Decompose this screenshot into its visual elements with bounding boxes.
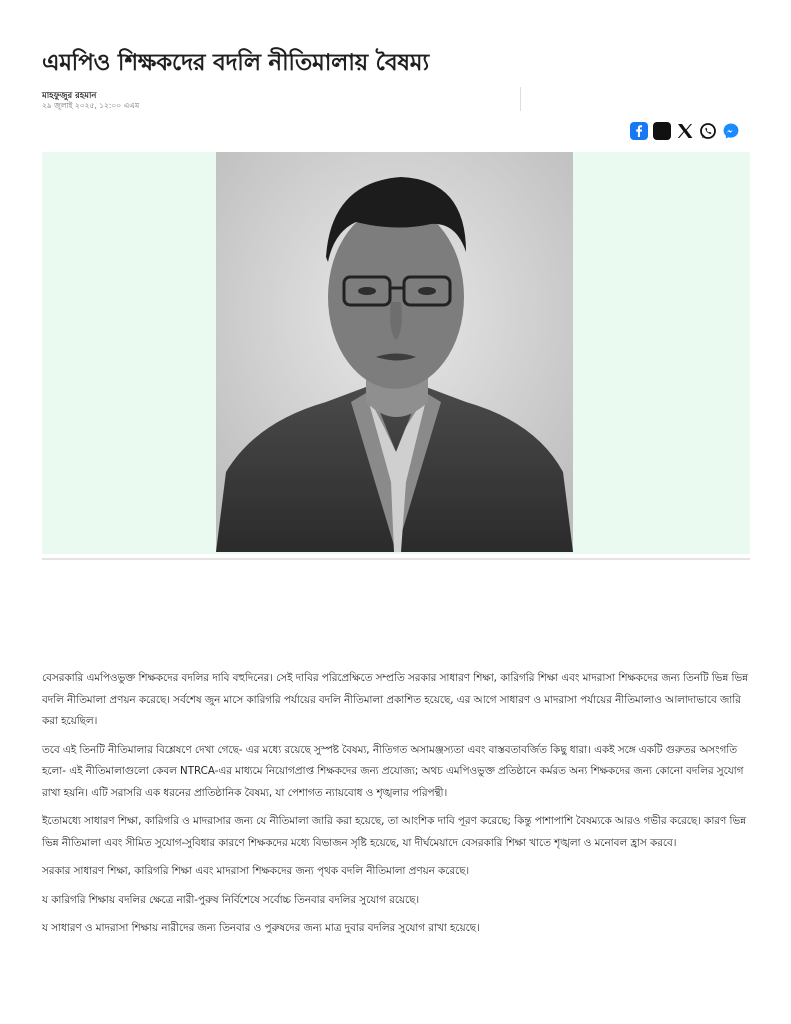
paragraph: বেসরকারি এমপিওভুক্ত শিক্ষকদের বদলির দাবি বহুদিনের। সেই দাবির পরিপ্রেক্ষিতে সম্প্রতি সরকার সাধারণ শিক্ষা, কারিগরি শিক্ষা এবং মাদরাসা শিক্ষকদের জন্য তিনটি ভিন্ন ভিন্ন বদলি নীতিমালা প্রণয়ন করেছে। সর্বশেষ জুন মাসে কারিগরি পর্যায়ের বদলি নীতিমালা প্রকাশিত হয়েছে, এর আগে সাধারণ ও মাদরাসা পর্যায়ের নীতিমালাও আলাদাভাবে জারি করা হয়েছিল। (42, 672, 748, 727)
x-icon[interactable] (676, 122, 694, 140)
publish-date: ২৯ জুলাই ২০২৫, ১২:০০ এএম (42, 101, 140, 110)
paragraph: সরকার সাধারণ শিক্ষা, কারিগরি শিক্ষা এবং মাদরাসা শিক্ষকদের জন্য পৃথক বদলি নীতিমালা প্রণয়ন করেছে। (42, 865, 470, 877)
share-bar (630, 122, 740, 140)
author-photo (216, 152, 573, 552)
author-name[interactable]: মাহফুজুর রহমান (42, 91, 97, 101)
paragraph: ইতোমধ্যে সাধারণ শিক্ষা, কারিগরি ও মাদরাসার জন্য যে নীতিমালা জারি করা হয়েছে, তা আংশিক দাবি পূরণ করেছে; কিন্তু পাশাপাশি বৈষম্যকে আরও গভীর করেছে। কারণ ভিন্ন ভিন্ন নীতিমালা এবং সীমিত সুযোগ-সুবিধার কারণে শিক্ষকদের মধ্যে বিভাজন সৃষ্টি হয়েছে, যা দীর্ঘমেয়াদে বেসরকারি শিক্ষা খাতে শৃঙ্খলা ও মনোবল হ্রাস করবে। (42, 815, 746, 849)
article-title: এমপিও শিক্ষকদের বদলি নীতিমালায় বৈষম্য (42, 50, 429, 76)
share-icon[interactable] (653, 122, 671, 140)
image-divider (42, 558, 750, 560)
lead-image-container (42, 152, 750, 554)
paragraph: তবে এই তিনটি নীতিমালার বিশ্লেষণে দেখা গেছে- এর মধ্যে রয়েছে সুস্পষ্ট বৈষম্য, নীতিগত অসামঞ্জস্যতা এবং বাস্তবতাবর্জিত কিছু ধারা। একই সঙ্গে একটি গুরুতর অসংগতি হলো- এই নীতিমালাগুলো কেবল NTRCA-এর মাধ্যমে নিয়োগপ্রাপ্ত শিক্ষকদের জন্য প্রযোজ্য; অথচ এমপিওভুক্ত প্রতিষ্ঠানে কর্মরত অন্য শিক্ষকদের জন্য কোনো বদলির সুযোগ রাখা হয়নি। এটি সরাসরি এক ধরনের প্রাতিষ্ঠানিক বৈষম্য, যা পেশাগত ন্যায়বোধ ও শৃঙ্খলার পরিপন্থী। (42, 743, 744, 799)
facebook-icon[interactable] (630, 122, 648, 140)
whatsapp-icon[interactable] (699, 122, 717, 140)
article-body (42, 668, 752, 947)
messenger-icon[interactable] (722, 122, 740, 140)
list-item: য সাধারণ ও মাদরাসা শিক্ষায় নারীদের জন্য তিনবার ও পুরুষদের জন্য মাত্র দুবার বদলির সুযোগ রাখা হয়েছে। (42, 922, 480, 934)
list-item: য কারিগরি শিক্ষায় বদলির ক্ষেত্রে নারী-পুরুষ নির্বিশেষে সর্বোচ্চ তিনবার বদলির সুযোগ রয়েছে। (42, 893, 420, 906)
header-divider (520, 87, 521, 111)
